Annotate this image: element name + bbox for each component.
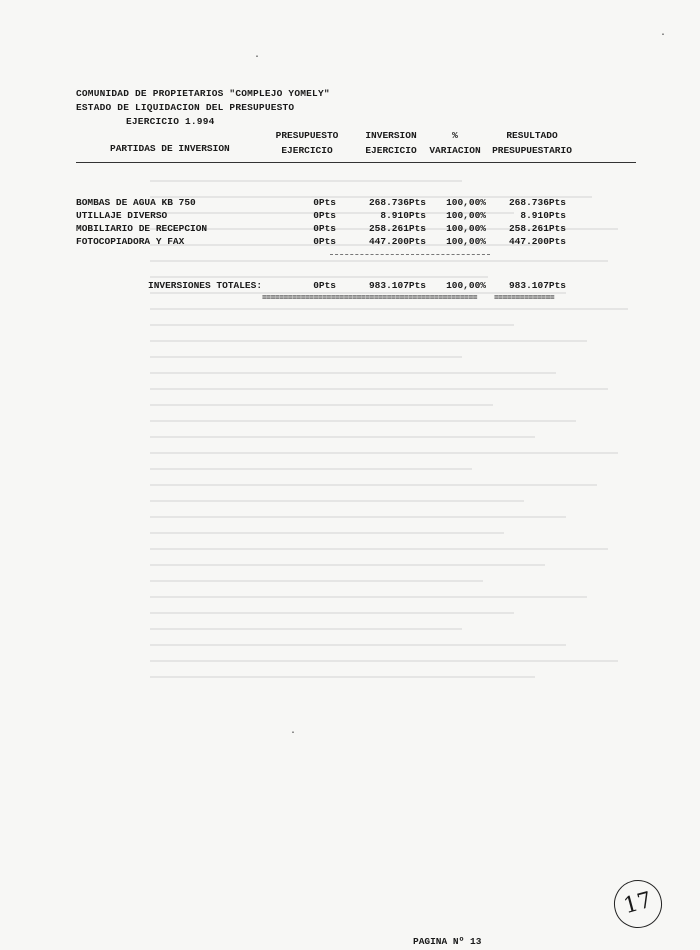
totals-underline-short: ============== xyxy=(494,294,555,303)
col-resultado-header: RESULTADO PRESUPUESTARIO xyxy=(492,130,572,156)
table-row: BOMBAS DE AGUA KB 750 0Pts 268.736Pts 100,00% 268.736Pts xyxy=(76,197,566,208)
speck-mark: · xyxy=(254,52,261,63)
header-rule xyxy=(76,162,636,163)
col-presupuesto-header: PRESUPUESTO EJERCICIO xyxy=(275,130,339,156)
speck-mark: · xyxy=(290,728,297,739)
totals-label: INVERSIONES TOTALES: xyxy=(148,280,263,291)
report-title: ESTADO DE LIQUIDACION DEL PRESUPUESTO xyxy=(76,102,295,113)
company-title: COMUNIDAD DE PROPIETARIOS "COMPLEJO YOMELY" xyxy=(76,88,330,99)
table-row: UTILLAJE DIVERSO 0Pts 8.910Pts 100,00% 8.910Pts xyxy=(76,210,566,221)
page-footer: PAGINA Nº 13 xyxy=(413,936,482,947)
table-row: FOTOCOPIADORA Y FAX 0Pts 447.200Pts 100,00% 447.200Pts xyxy=(76,236,566,247)
col-variacion-header: % VARIACION xyxy=(429,130,481,156)
bleed-through-texture xyxy=(150,180,670,700)
col-partidas-header: PARTIDAS DE INVERSION xyxy=(110,143,230,154)
speck-mark: · xyxy=(660,30,667,41)
totals-row: INVERSIONES TOTALES: 0Pts 983.107Pts 100,00% 983.107Pts xyxy=(148,280,566,291)
page-number-stamp: 17 xyxy=(609,875,668,934)
col-inversion-header: INVERSION EJERCICIO xyxy=(365,130,417,156)
subtotal-rule xyxy=(330,254,490,255)
totals-underline-long: ================================================== xyxy=(262,294,478,303)
fiscal-year: EJERCICIO 1.994 xyxy=(126,116,215,127)
table-row: MOBILIARIO DE RECEPCION 0Pts 258.261Pts 100,00% 258.261Pts xyxy=(76,223,566,234)
